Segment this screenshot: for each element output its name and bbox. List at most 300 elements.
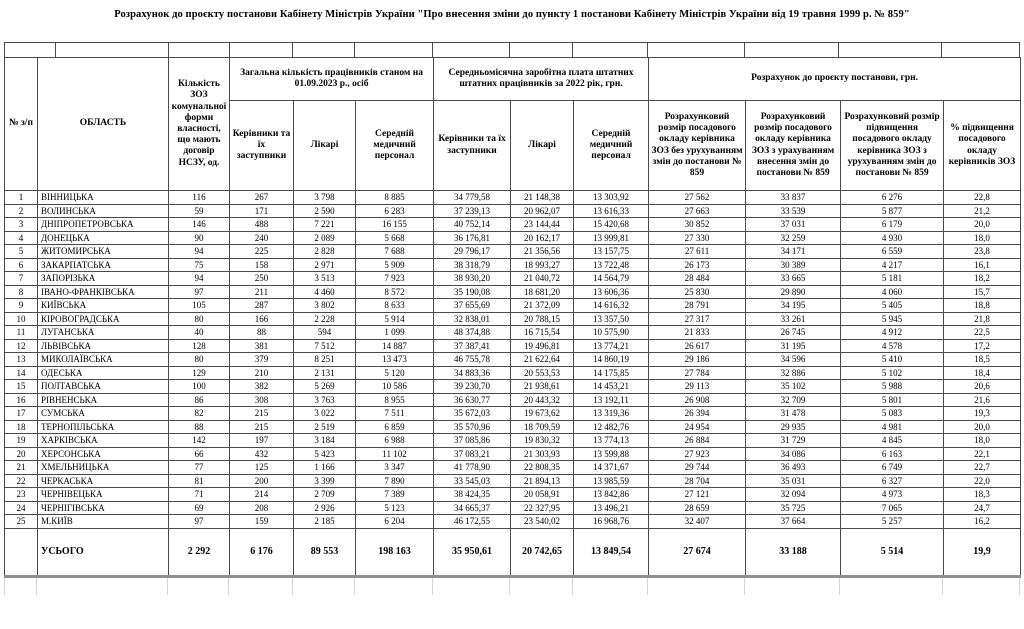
cell-oblast: ДНІПРОПЕТРОВСЬКА — [38, 218, 169, 232]
cell-value: 6 163 — [841, 447, 944, 461]
cell-value: 25 830 — [649, 285, 746, 299]
cell-oblast: ЗАПОРІЗЬКА — [38, 272, 169, 286]
group-header-calc: Розрахунок до проєкту постанови, грн. — [649, 58, 1021, 101]
table-row — [5, 434, 1021, 448]
cell-value: 225 — [230, 245, 294, 259]
table-row — [5, 447, 1021, 461]
cell-value: 59 — [169, 204, 230, 218]
cell-value: 33 539 — [746, 204, 841, 218]
cell-value: 125 — [230, 461, 294, 475]
cell-value: 3 347 — [356, 461, 434, 475]
cell-value: 18,2 — [944, 272, 1021, 286]
gridline — [355, 578, 433, 595]
col-header-workers-nurses: Середній медичний персонал — [356, 101, 434, 191]
cell-value: 4 460 — [294, 285, 356, 299]
gridline — [433, 578, 510, 595]
cell-value: 26 745 — [746, 326, 841, 340]
cell-value: 381 — [230, 339, 294, 353]
cell-value: 22,8 — [944, 191, 1021, 205]
cell-value: 158 — [230, 258, 294, 272]
cell-value: 21 303,93 — [511, 447, 574, 461]
cell-value: 6 327 — [841, 474, 944, 488]
cell-oblast: ОДЕСЬКА — [38, 366, 169, 380]
cell-oblast: СУМСЬКА — [38, 407, 169, 421]
cell-value: 8 885 — [356, 191, 434, 205]
cell-value: 267 — [230, 191, 294, 205]
cell-value: 38 424,35 — [434, 488, 511, 502]
cell-value: 88 — [230, 326, 294, 340]
gridline — [840, 578, 943, 595]
cell-value: 86 — [169, 393, 230, 407]
cell-value: 2 590 — [294, 204, 356, 218]
cell-value: 37 085,86 — [434, 434, 511, 448]
cell-value: 12 482,76 — [574, 420, 649, 434]
cell-value: 32 838,01 — [434, 312, 511, 326]
table-row — [5, 515, 1021, 529]
cell-value: 97 — [169, 515, 230, 529]
cell-value: 39 230,70 — [434, 380, 511, 394]
cell-value: 16,1 — [944, 258, 1021, 272]
cell-value: 2 828 — [294, 245, 356, 259]
cell-value: 5 269 — [294, 380, 356, 394]
data-table — [4, 57, 1021, 578]
cell-oblast: МИКОЛАЇВСЬКА — [38, 353, 169, 367]
cell-value: 16,2 — [944, 515, 1021, 529]
cell-value: 21 938,61 — [511, 380, 574, 394]
cell-value: 19,3 — [944, 407, 1021, 421]
cell-value: 14 371,67 — [574, 461, 649, 475]
cell-value: 7 — [5, 272, 38, 286]
col-header-workers-doctors: Лікарі — [294, 101, 356, 191]
cell-value: 29 186 — [649, 353, 746, 367]
cell-value: 3 — [5, 218, 38, 232]
cell-value: 40 — [169, 326, 230, 340]
cell-value: 6 988 — [356, 434, 434, 448]
cell-value: 8 633 — [356, 299, 434, 313]
cell-value: 5 257 — [841, 515, 944, 529]
cell-oblast: ПОЛТАВСЬКА — [38, 380, 169, 394]
cell-value: 30 389 — [746, 258, 841, 272]
cell-value: 250 — [230, 272, 294, 286]
table-row — [5, 474, 1021, 488]
cell-value: 29 744 — [649, 461, 746, 475]
cell-value: 23,8 — [944, 245, 1021, 259]
cell-value: 28 704 — [649, 474, 746, 488]
cell-value: 34 596 — [746, 353, 841, 367]
totals-value: 33 188 — [746, 528, 841, 576]
empty-cell — [942, 43, 1019, 57]
cell-value: 7 065 — [841, 501, 944, 515]
cell-value: 20 443,32 — [511, 393, 574, 407]
cell-value: 27 121 — [649, 488, 746, 502]
cell-value: 13 473 — [356, 353, 434, 367]
cell-value: 5 423 — [294, 447, 356, 461]
cell-value: 34 883,36 — [434, 366, 511, 380]
cell-value: 28 484 — [649, 272, 746, 286]
gridline — [943, 578, 1020, 595]
table-row — [5, 326, 1021, 340]
cell-value: 215 — [230, 420, 294, 434]
cell-value: 22,7 — [944, 461, 1021, 475]
cell-value: 32 709 — [746, 393, 841, 407]
col-header-calc-increase: Розрахунковий розмір підвищення посадового окладу керівника ЗОЗ з урухуванням змін до постанови № 859 — [841, 101, 944, 191]
table-row — [5, 299, 1021, 313]
table-row — [5, 285, 1021, 299]
cell-value: 34 195 — [746, 299, 841, 313]
cell-value: 22 327,95 — [511, 501, 574, 515]
cell-value: 18 — [5, 420, 38, 434]
cell-value: 215 — [230, 407, 294, 421]
cell-value: 14 453,21 — [574, 380, 649, 394]
cell-value: 28 659 — [649, 501, 746, 515]
cell-value: 34 086 — [746, 447, 841, 461]
cell-value: 5 909 — [356, 258, 434, 272]
cell-value: 5 123 — [356, 501, 434, 515]
table-row — [5, 461, 1021, 475]
cell-value: 379 — [230, 353, 294, 367]
cell-value: 4 981 — [841, 420, 944, 434]
cell-value: 7 923 — [356, 272, 434, 286]
cell-value: 13 496,21 — [574, 501, 649, 515]
cell-value: 5 988 — [841, 380, 944, 394]
cell-value: 20,6 — [944, 380, 1021, 394]
cell-value: 16 155 — [356, 218, 434, 232]
empty-cell — [433, 43, 510, 57]
cell-value: 4 912 — [841, 326, 944, 340]
cell-value: 2 089 — [294, 231, 356, 245]
cell-value: 29 935 — [746, 420, 841, 434]
cell-value: 31 195 — [746, 339, 841, 353]
cell-value: 29 890 — [746, 285, 841, 299]
cell-value: 21 894,13 — [511, 474, 574, 488]
empty-cell — [839, 43, 942, 57]
cell-value: 13 — [5, 353, 38, 367]
cell-value: 18,0 — [944, 434, 1021, 448]
document-title: Розрахунок до проєкту постанови Кабінету Міністрів України "Про внесення зміни до пункту 1 постанови Кабінету Міністрів України від 19 травня 1999 р. № 859" — [114, 9, 910, 20]
totals-value: 19,9 — [944, 528, 1021, 576]
cell-value: 146 — [169, 218, 230, 232]
cell-value: 6 749 — [841, 461, 944, 475]
cell-value: 33 665 — [746, 272, 841, 286]
cell-value: 33 261 — [746, 312, 841, 326]
cell-value: 5 181 — [841, 272, 944, 286]
cell-value: 24 — [5, 501, 38, 515]
cell-value: 13 357,50 — [574, 312, 649, 326]
cell-value: 33 837 — [746, 191, 841, 205]
cell-value: 5 801 — [841, 393, 944, 407]
cell-value: 4 — [5, 231, 38, 245]
cell-value: 13 157,75 — [574, 245, 649, 259]
cell-value: 8 — [5, 285, 38, 299]
cell-value: 26 908 — [649, 393, 746, 407]
table-row — [5, 191, 1021, 205]
cell-value: 13 599,88 — [574, 447, 649, 461]
cell-value: 38 318,79 — [434, 258, 511, 272]
table-row — [5, 204, 1021, 218]
cell-value: 432 — [230, 447, 294, 461]
cell-value: 488 — [230, 218, 294, 232]
cell-value: 21 — [5, 461, 38, 475]
cell-value: 28 791 — [649, 299, 746, 313]
cell-value: 3 022 — [294, 407, 356, 421]
cell-value: 142 — [169, 434, 230, 448]
cell-value: 27 330 — [649, 231, 746, 245]
cell-value: 3 399 — [294, 474, 356, 488]
totals-label: УСЬОГО — [38, 528, 169, 576]
cell-oblast: ЗАКАРПАТСЬКА — [38, 258, 169, 272]
cell-oblast: ІВАНО-ФРАНКІВСЬКА — [38, 285, 169, 299]
col-header-salary-doctors: Лікарі — [511, 101, 574, 191]
table-row — [5, 353, 1021, 367]
cell-value: 34 665,37 — [434, 501, 511, 515]
cell-value: 13 192,11 — [574, 393, 649, 407]
cell-oblast: ЧЕРНІВЕЦЬКА — [38, 488, 169, 502]
cell-value: 21,6 — [944, 393, 1021, 407]
cell-value: 18 681,20 — [511, 285, 574, 299]
cell-value: 2 131 — [294, 366, 356, 380]
totals-value: 89 553 — [294, 528, 356, 576]
cell-value: 35 725 — [746, 501, 841, 515]
cell-value: 14 616,32 — [574, 299, 649, 313]
cell-value: 3 513 — [294, 272, 356, 286]
cell-value: 5 405 — [841, 299, 944, 313]
cell-value: 27 611 — [649, 245, 746, 259]
cell-value: 20 162,17 — [511, 231, 574, 245]
cell-value: 211 — [230, 285, 294, 299]
cell-oblast: М.КИЇВ — [38, 515, 169, 529]
cell-value: 10 586 — [356, 380, 434, 394]
cell-value: 17 — [5, 407, 38, 421]
cell-value: 66 — [169, 447, 230, 461]
cell-value: 13 774,13 — [574, 434, 649, 448]
cell-value: 29 796,17 — [434, 245, 511, 259]
cell-value: 26 173 — [649, 258, 746, 272]
cell-value: 21,2 — [944, 204, 1021, 218]
cell-value: 22,0 — [944, 474, 1021, 488]
table-row — [5, 339, 1021, 353]
cell-value: 166 — [230, 312, 294, 326]
empty-cell — [510, 43, 573, 57]
cell-value: 18 709,59 — [511, 420, 574, 434]
cell-value: 20 788,15 — [511, 312, 574, 326]
cell-oblast: ХАРКІВСЬКА — [38, 434, 169, 448]
cell-value: 36 630,77 — [434, 393, 511, 407]
cell-value: 69 — [169, 501, 230, 515]
cell-value: 27 317 — [649, 312, 746, 326]
cell-value: 26 884 — [649, 434, 746, 448]
cell-value: 6 276 — [841, 191, 944, 205]
cell-value: 82 — [169, 407, 230, 421]
cell-value: 20 962,07 — [511, 204, 574, 218]
cell-value: 2 709 — [294, 488, 356, 502]
cell-value: 21 148,38 — [511, 191, 574, 205]
empty-cell — [573, 43, 648, 57]
gridline — [510, 578, 573, 595]
cell-oblast: ЧЕРНІГІВСЬКА — [38, 501, 169, 515]
table-row — [5, 245, 1021, 259]
cell-value: 10 — [5, 312, 38, 326]
cell-value: 26 617 — [649, 339, 746, 353]
cell-value: 36 493 — [746, 461, 841, 475]
cell-oblast: КІРОВОГРАДСЬКА — [38, 312, 169, 326]
cell-value: 3 763 — [294, 393, 356, 407]
cell-value: 11 102 — [356, 447, 434, 461]
cell-value: 35 570,96 — [434, 420, 511, 434]
totals-value: 35 950,61 — [434, 528, 511, 576]
cell-value: 19 830,32 — [511, 434, 574, 448]
cell-value: 1 — [5, 191, 38, 205]
cell-value: 27 562 — [649, 191, 746, 205]
totals-value: 20 742,65 — [511, 528, 574, 576]
cell-value: 27 784 — [649, 366, 746, 380]
cell-value: 7 890 — [356, 474, 434, 488]
cell-value: 13 606,36 — [574, 285, 649, 299]
col-header-percent-increase: % підвищення посадового окладу керівників ЗОЗ — [944, 101, 1021, 191]
cell-value: 5 668 — [356, 231, 434, 245]
cell-value: 20,0 — [944, 420, 1021, 434]
cell-value: 5 083 — [841, 407, 944, 421]
cell-value: 16 — [5, 393, 38, 407]
cell-value: 13 303,92 — [574, 191, 649, 205]
cell-value: 128 — [169, 339, 230, 353]
cell-value: 19 673,62 — [511, 407, 574, 421]
cell-value: 4 930 — [841, 231, 944, 245]
gridline — [745, 578, 840, 595]
cell-value: 3 798 — [294, 191, 356, 205]
cell-value: 14 564,79 — [574, 272, 649, 286]
table-row — [5, 488, 1021, 502]
cell-value: 171 — [230, 204, 294, 218]
cell-value: 200 — [230, 474, 294, 488]
col-header-zoz-count: Кількість ЗОЗ комунальної форми власності, що мають договір НСЗУ, од. — [169, 58, 230, 191]
cell-value: 2 228 — [294, 312, 356, 326]
cell-value: 7 221 — [294, 218, 356, 232]
cell-value: 24,7 — [944, 501, 1021, 515]
cell-oblast: ЧЕРКАСЬКА — [38, 474, 169, 488]
col-header-oblast: ОБЛАСТЬ — [38, 58, 169, 191]
table-row — [5, 420, 1021, 434]
cell-value: 37 664 — [746, 515, 841, 529]
cell-value: 46 755,78 — [434, 353, 511, 367]
gridline — [229, 578, 293, 595]
cell-value: 38 930,20 — [434, 272, 511, 286]
cell-value: 240 — [230, 231, 294, 245]
cell-value: 6 204 — [356, 515, 434, 529]
cell-value: 37 239,13 — [434, 204, 511, 218]
cell-value: 159 — [230, 515, 294, 529]
cell-value: 46 172,55 — [434, 515, 511, 529]
cell-value: 20 553,53 — [511, 366, 574, 380]
cell-value: 24 954 — [649, 420, 746, 434]
cell-value: 37 655,69 — [434, 299, 511, 313]
cell-value: 13 319,36 — [574, 407, 649, 421]
cell-value: 94 — [169, 272, 230, 286]
group-header-salary: Середньомісячна заробітна плата штатних штатних працівників за 2022 рік, грн. — [434, 58, 649, 101]
cell-oblast: ЖИТОМИРСЬКА — [38, 245, 169, 259]
cell-value: 22,1 — [944, 447, 1021, 461]
cell-value: 1 166 — [294, 461, 356, 475]
cell-value: 77 — [169, 461, 230, 475]
cell-value: 19 — [5, 434, 38, 448]
cell-value: 4 973 — [841, 488, 944, 502]
empty-cell — [355, 43, 433, 57]
cell-value: 80 — [169, 353, 230, 367]
table-row — [5, 380, 1021, 394]
cell-value: 37 387,41 — [434, 339, 511, 353]
table-row — [5, 407, 1021, 421]
cell-value: 21 356,56 — [511, 245, 574, 259]
cell-value: 20 058,91 — [511, 488, 574, 502]
cell-value: 14 887 — [356, 339, 434, 353]
cell-value: 5 914 — [356, 312, 434, 326]
cell-value: 13 999,81 — [574, 231, 649, 245]
cell-oblast: РІВНЕНСЬКА — [38, 393, 169, 407]
col-header-salary-managers: Керівники та їх заступники — [434, 101, 511, 191]
empty-cell — [745, 43, 840, 57]
cell-oblast: ВОЛИНСЬКА — [38, 204, 169, 218]
cell-value: 18,5 — [944, 353, 1021, 367]
cell-value: 41 778,90 — [434, 461, 511, 475]
cell-value: 35 102 — [746, 380, 841, 394]
cell-value: 13 842,86 — [574, 488, 649, 502]
cell-value: 13 616,33 — [574, 204, 649, 218]
cell-value: 35 190,08 — [434, 285, 511, 299]
cell-value: 3 802 — [294, 299, 356, 313]
cell-value: 13 774,21 — [574, 339, 649, 353]
totals-value: 27 674 — [649, 528, 746, 576]
cell-value: 18,0 — [944, 231, 1021, 245]
empty-cell — [169, 43, 230, 57]
totals-value: 198 163 — [356, 528, 434, 576]
cell-empty — [5, 528, 38, 576]
cell-value: 48 374,88 — [434, 326, 511, 340]
cell-value: 15 — [5, 380, 38, 394]
cell-value: 16 715,54 — [511, 326, 574, 340]
cell-value: 94 — [169, 245, 230, 259]
totals-value: 5 514 — [841, 528, 944, 576]
cell-value: 8 955 — [356, 393, 434, 407]
cell-value: 32 094 — [746, 488, 841, 502]
cell-value: 129 — [169, 366, 230, 380]
cell-value: 6 559 — [841, 245, 944, 259]
table-row — [5, 312, 1021, 326]
table-row — [5, 218, 1021, 232]
cell-value: 7 688 — [356, 245, 434, 259]
cell-value: 81 — [169, 474, 230, 488]
empty-cell — [293, 43, 355, 57]
empty-cell — [5, 43, 56, 57]
cell-value: 23 540,02 — [511, 515, 574, 529]
cell-value: 90 — [169, 231, 230, 245]
totals-row — [5, 528, 1021, 576]
cell-oblast: ТЕРНОПІЛЬСЬКА — [38, 420, 169, 434]
cell-value: 8 251 — [294, 353, 356, 367]
cell-oblast: ХЕРСОНСЬКА — [38, 447, 169, 461]
group-header-workers: Загальна кількість працівників станом на 01.09.2023 р., осіб — [230, 58, 434, 101]
cell-value: 21 833 — [649, 326, 746, 340]
cell-value: 27 663 — [649, 204, 746, 218]
cell-value: 3 184 — [294, 434, 356, 448]
gridline — [4, 578, 37, 595]
cell-value: 1 099 — [356, 326, 434, 340]
cell-value: 6 859 — [356, 420, 434, 434]
cell-value: 4 578 — [841, 339, 944, 353]
cell-value: 35 031 — [746, 474, 841, 488]
cell-value: 71 — [169, 488, 230, 502]
cell-value: 21 372,09 — [511, 299, 574, 313]
gridline — [168, 578, 229, 595]
empty-cell — [230, 43, 294, 57]
